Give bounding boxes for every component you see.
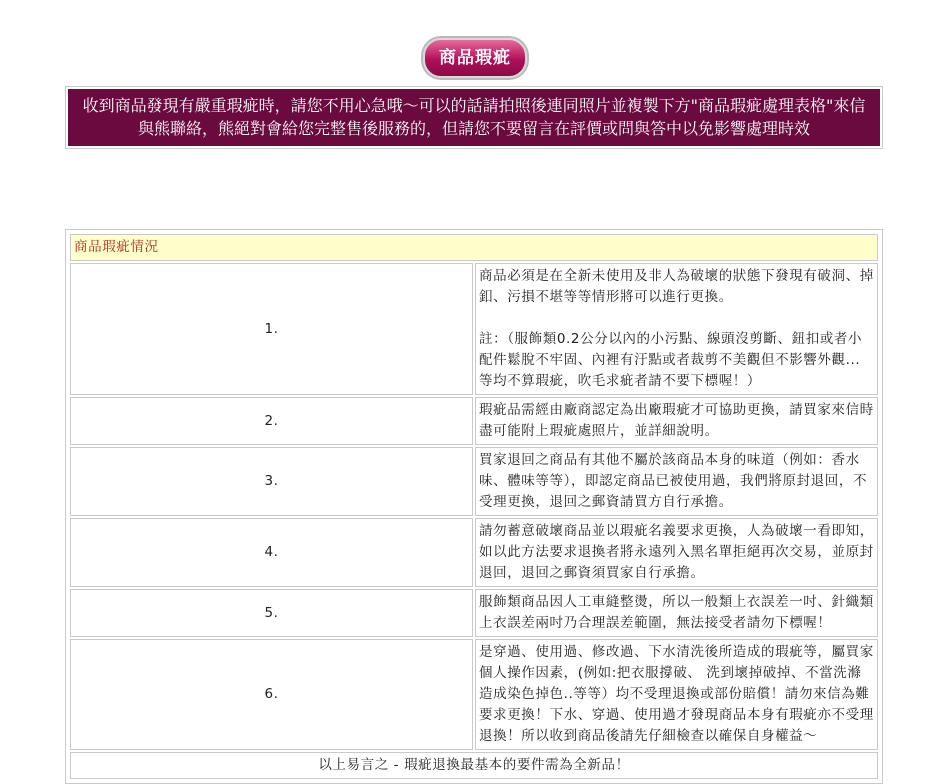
row-note-line: 註：（服飾類0.2公分以內的小污點、線頭沒剪斷、鈕扣或者小配件鬆脫不牢固、內裡有汙點或者裁剪不美觀但不影響外觀...等均不算瑕疵，吹毛求疵者請不要下標喔！）	[479, 331, 863, 389]
row-text	[475, 263, 878, 395]
row-number: 4.	[70, 518, 473, 587]
row-number: 3.	[70, 447, 473, 516]
row-text: 請勿蓄意破壞商品並以瑕疵名義要求更換，人為破壞一看即知，如以此方法要求退換者將永遠列入黑名單拒絕再次交易，並原封退回，退回之郵資須買家自行承擔。	[475, 518, 878, 587]
table-footer: 以上易言之 - 瑕疵退換最基本的要件需為全新品！	[70, 752, 878, 779]
table-row	[70, 447, 878, 516]
row-text-line: 商品必須是在全新未使用及非人為破壞的狀態下發現有破洞、掉釦、污損不堪等等情形將可以進行更換。	[479, 268, 874, 305]
table-row	[70, 397, 878, 445]
row-text: 買家退回之商品有其他不屬於該商品本身的味道（例如：香水味、體味等等），即認定商品已被使用過，我們將原封退回，不受理更換，退回之郵資請買方自行承擔。	[475, 447, 878, 516]
defect-table-frame	[65, 229, 883, 784]
row-number: 6.	[70, 639, 473, 750]
table-row	[70, 639, 878, 750]
title-area	[0, 38, 950, 78]
row-number: 1.	[70, 263, 473, 395]
table-footer-row	[70, 752, 878, 779]
row-text: 服飾類商品因人工車縫整燙，所以一般類上衣誤差一吋、針織類上衣誤差兩吋乃合理誤差範圍，無法接受者請勿下標喔！	[475, 589, 878, 637]
table-row	[70, 518, 878, 587]
table-row	[70, 263, 878, 395]
table-header-row	[70, 234, 878, 261]
row-number: 2.	[70, 397, 473, 445]
row-text: 瑕疵品需經由廠商認定為出廠瑕疵才可協助更換，請買家來信時盡可能附上瑕疵處照片，並詳細說明。	[475, 397, 878, 445]
defect-table	[68, 232, 880, 781]
notice-box	[65, 86, 883, 149]
table-row	[70, 589, 878, 637]
table-header: 商品瑕疵情況	[70, 234, 878, 261]
section-title-badge: 商品瑕疵	[423, 38, 527, 78]
notice-text: 收到商品發現有嚴重瑕疵時，請您不用心急哦～可以的話請拍照後連同照片並複製下方"商品瑕疵處理表格"來信與熊聯絡，熊絕對會給您完整售後服務的，但請您不要留言在評價或問與答中以免影響處理時效	[68, 89, 880, 146]
row-number: 5.	[70, 589, 473, 637]
row-text: 是穿過、使用過、修改過、下水清洗後所造成的瑕疵等，屬買家個人操作因素，(例如:把衣服撐破、 洗到壞掉破掉、不當洗滌造成染色掉色..等等）均不受理退換或部份賠償！請勿來信為難要求更換！下水、穿過、使用過才發現商品本身有瑕疵亦不受理退換！所以收到商品後請先仔細檢查以確保自身權益～	[475, 639, 878, 750]
